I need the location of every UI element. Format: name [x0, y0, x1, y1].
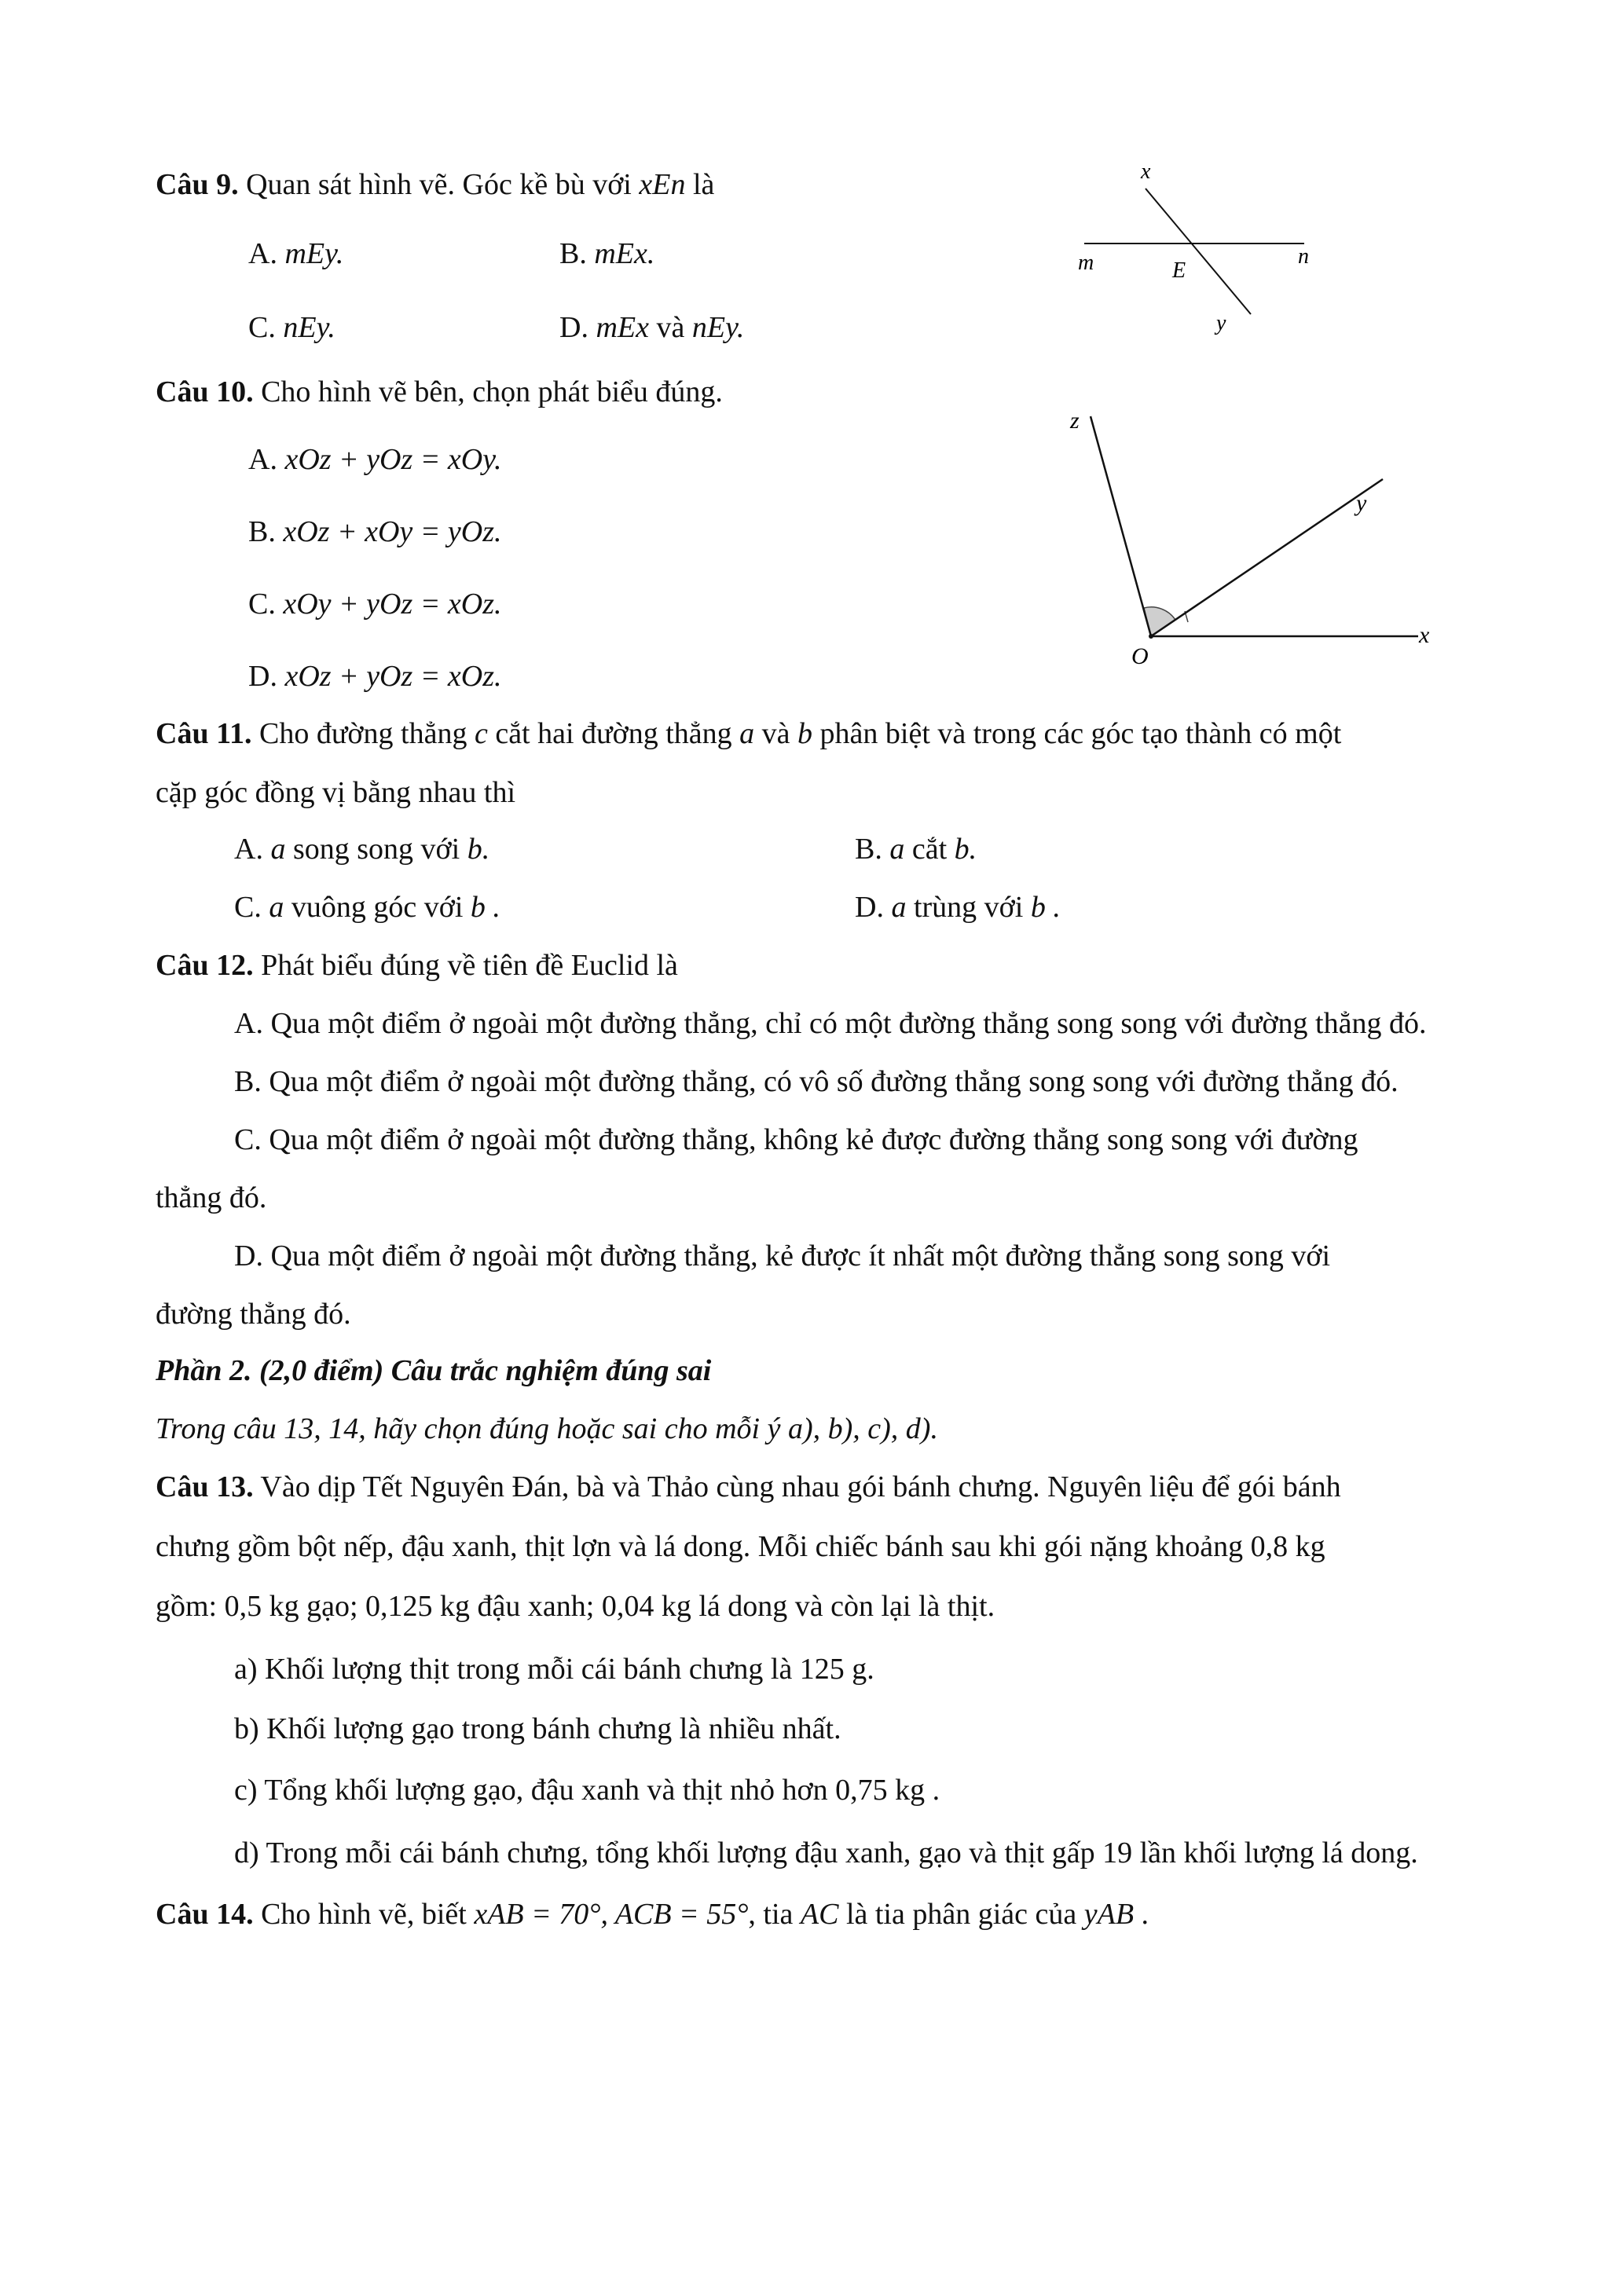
ray-oy: [1151, 479, 1383, 636]
q14-text-1: Cho hình vẽ, biết: [261, 1898, 467, 1931]
q11-option-d: [855, 889, 1061, 925]
q9-option-c-label: C.: [248, 311, 276, 344]
label-m: m: [1078, 251, 1094, 275]
label-O: O: [1131, 643, 1149, 669]
q13-stem-line3: gồm: 0,5 kg gạo; 0,125 kg đậu xanh; 0,04 kg lá dong và còn lại là thịt.: [156, 1590, 995, 1623]
q14-text-3: là tia phân giác của: [845, 1898, 1077, 1931]
q9-option-d-and: và: [656, 311, 685, 344]
line-xy: [1146, 189, 1251, 314]
q14-math-2: AC: [800, 1898, 839, 1931]
q11-option-d-a: a: [891, 891, 907, 924]
q10-option-b: [248, 514, 502, 550]
q11-text-2: cắt hai đường thẳng: [495, 717, 732, 750]
q9-option-a-label: A.: [248, 237, 277, 270]
q9-tail: là: [692, 168, 715, 201]
q12-option-c-line2: thẳng đó.: [156, 1181, 267, 1214]
q11-option-d-text: trùng với: [913, 891, 1024, 924]
q10-text: Cho hình vẽ bên, chọn phát biểu đúng.: [261, 375, 723, 408]
label-E: E: [1172, 258, 1186, 283]
label-x: x: [1419, 622, 1430, 648]
label-y: y: [1216, 311, 1226, 335]
q11-math-a: a: [739, 717, 755, 750]
q9-option-d: [559, 309, 744, 346]
q9-option-b-label: B.: [559, 237, 587, 270]
q11-option-a-text: song song với: [292, 833, 460, 866]
q13-weight: 0,8: [1250, 1530, 1289, 1563]
q12-option-b: B. Qua một điểm ở ngoài một đường thẳng, có vô số đường thẳng song song với đường thẳng đó.: [234, 1065, 1399, 1098]
q11-option-a-a: a: [270, 833, 286, 866]
q11-option-b-text: cắt: [911, 833, 948, 866]
q11-option-a-b: b.: [467, 833, 490, 866]
q10-option-a-text: xOz + yOz = xOy.: [284, 443, 502, 476]
q11-option-b-b: b.: [954, 833, 977, 866]
q12-option-c-line1: C. Qua một điểm ở ngoài một đường thẳng, không kẻ được đường thẳng song song với đường: [234, 1123, 1358, 1156]
q10-stem: [156, 374, 723, 410]
q13-label: Câu 13.: [156, 1470, 254, 1503]
label-y: y: [1356, 490, 1367, 516]
q11-option-b: [855, 831, 977, 867]
label-n: n: [1298, 244, 1309, 269]
q14-tail: .: [1141, 1898, 1149, 1931]
q11-option-d-label: D.: [855, 891, 884, 924]
q13-item-b: b) Khối lượng gạo trong bánh chưng là nhiều nhất.: [234, 1712, 841, 1745]
q9-option-c: [248, 309, 335, 346]
q13-text-1: Vào dịp Tết Nguyên Đán, bà và Thảo cùng nhau gói bánh chưng. Nguyên liệu để gói bánh: [260, 1470, 1341, 1503]
q13-unit: kg: [1295, 1530, 1325, 1563]
q9-option-c-text: nEy.: [283, 311, 335, 344]
q9-math: xEn: [639, 168, 686, 201]
q12-option-a: A. Qua một điểm ở ngoài một đường thẳng, chỉ có một đường thẳng song song với đường thẳng đó.: [234, 1007, 1427, 1040]
q9-option-d-math1: mEx: [596, 311, 649, 344]
q13-item-d: d) Trong mỗi cái bánh chưng, tổng khối lượng đậu xanh, gạo và thịt gấp 19 lần khối lượng lá dong.: [234, 1836, 1418, 1869]
q11-option-b-label: B.: [855, 833, 882, 866]
q11-option-a-label: A.: [234, 833, 263, 866]
q11-text-1: Cho đường thẳng: [258, 717, 467, 750]
q9-option-b: [559, 236, 654, 272]
q13-item-c: c) Tổng khối lượng gạo, đậu xanh và thịt nhỏ hơn 0,75 kg .: [234, 1774, 940, 1807]
q11-text-3: phân biệt và trong các góc tạo thành có một: [819, 717, 1342, 750]
q9-figure: [1069, 153, 1328, 342]
q11-option-c-text: vuông góc với: [291, 891, 464, 924]
q11-option-c-a: a: [269, 891, 284, 924]
label-z: z: [1070, 408, 1080, 434]
q11-option-a: [234, 831, 489, 867]
q14-stem: [156, 1896, 1149, 1932]
q12-option-d-line2: đường thẳng đó.: [156, 1298, 351, 1331]
q10-option-d-label: D.: [248, 660, 277, 693]
q10-option-b-text: xOz + xOy = yOz.: [283, 515, 502, 548]
q11-stem-line1: [156, 716, 1341, 752]
q9-text: Quan sát hình vẽ. Góc kề bù với: [246, 168, 632, 201]
q11-option-c: [234, 889, 500, 925]
q10-option-a-label: A.: [248, 443, 277, 476]
angle-marker: [1144, 607, 1175, 636]
q9-stem: [156, 167, 714, 203]
q13-item-a: a) Khối lượng thịt trong mỗi cái bánh chưng là 125 g.: [234, 1653, 874, 1686]
q14-label: Câu 14.: [156, 1898, 254, 1931]
q11-label: Câu 11.: [156, 717, 252, 750]
label-x: x: [1141, 159, 1151, 184]
q12-option-d-line1: D. Qua một điểm ở ngoài một đường thẳng, kẻ được ít nhất một đường thẳng song song với: [234, 1240, 1331, 1273]
q12-label: Câu 12.: [156, 949, 254, 982]
ray-oz: [1091, 416, 1151, 636]
q11-option-d-b: b .: [1030, 891, 1061, 924]
part2-instruction: Trong câu 13, 14, hãy chọn đúng hoặc sai cho mỗi ý a), b), c), d).: [156, 1412, 938, 1445]
q11-math-b: b: [797, 717, 813, 750]
q11-option-b-a: a: [889, 833, 905, 866]
q13-text-2: chưng gồm bột nếp, đậu xanh, thịt lợn và lá dong. Mỗi chiếc bánh sau khi gói nặng khoảng: [156, 1530, 1244, 1563]
q10-option-d: [248, 658, 502, 694]
q9-option-b-text: mEx.: [594, 237, 655, 270]
q9-label: Câu 9.: [156, 168, 239, 201]
point-o: [1149, 634, 1153, 639]
q10-option-d-text: xOz + yOz = xOz.: [284, 660, 502, 693]
q10-option-a: [248, 441, 502, 478]
q9-option-d-label: D.: [559, 311, 588, 344]
q10-label: Câu 10.: [156, 375, 254, 408]
q9-option-a: [248, 236, 343, 272]
q11-stem-line2: cặp góc đồng vị bằng nhau thì: [156, 776, 516, 809]
q12-text: Phát biểu đúng về tiên đề Euclid là: [261, 949, 678, 982]
q9-option-d-math2: nEy.: [691, 311, 745, 344]
q13-stem-line1: [156, 1469, 1341, 1505]
q14-text-2: , tia: [748, 1898, 794, 1931]
q11-option-c-label: C.: [234, 891, 262, 924]
q11-option-c-b: b .: [470, 891, 500, 924]
part2-title: Phần 2. (2,0 điểm) Câu trắc nghiệm đúng sai: [156, 1354, 712, 1387]
q10-option-b-label: B.: [248, 515, 276, 548]
q10-option-c-label: C.: [248, 588, 276, 621]
q11-text-and: và: [761, 717, 790, 750]
q14-math-1: xAB = 70°, ACB = 55°: [474, 1898, 749, 1931]
q10-figure: [1053, 401, 1461, 676]
q14-math-3: yAB: [1083, 1898, 1135, 1931]
q10-option-c-text: xOy + yOz = xOz.: [283, 588, 502, 621]
q10-option-c: [248, 586, 502, 622]
q9-option-a-text: mEy.: [284, 237, 344, 270]
q11-math-c: c: [474, 717, 488, 750]
q13-stem-line2: [156, 1529, 1325, 1565]
q12-stem: [156, 947, 678, 983]
